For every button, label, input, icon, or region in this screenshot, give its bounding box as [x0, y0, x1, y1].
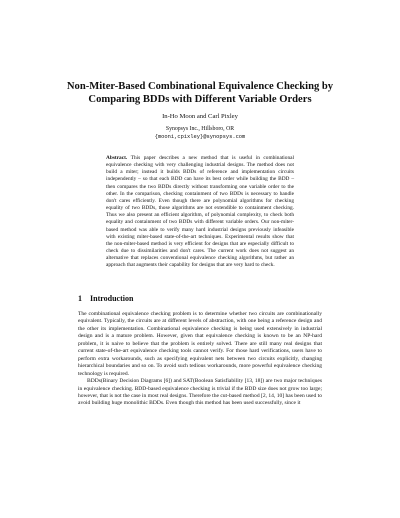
- section-body: [78, 311, 322, 408]
- section-heading: [78, 294, 328, 304]
- body-paragraph: The combinational equivalence checking problem is to determine whether two circuits are combinationally equivalent. Typically, the circuits are at different levels of abstraction, with one being a reference design and the other its implementation. Combinational equivalence checking is being used extensively in industrial design and is a mature problem. However, given that equivalence checking is known to be an NP-hard problem, it is naive to believe that the problem is entirely solved. There are still many real designs that current state-of-the-art equivalence checking tools cannot verify. For those hard verifications, users have to perform extra workarounds, such as specifying equivalent nets between two circuits explicitly, changing hierarchical boundaries and so on. To avoid such tedious workarounds, more powerful equivalence checking technology is required.: [78, 311, 322, 377]
- body-paragraph: BDDs(Binary Decision Diagrams [6]) and SAT(Boolean Satisfiability [13, 18]) are two major techniques in equivalence checking. BDD-based equivalence checking is trivial if the BDD size does not grow too large; however, that is not the case in most real designs. Therefore the cut-based method [2, 14, 10] has been used to avoid building huge monolithic BDDs. Even though this method has been used successfully, since it: [78, 378, 322, 407]
- section-title: Introduction: [90, 294, 134, 303]
- affiliation-text: Synopsys Inc., Hillsboro, OR: [165, 126, 235, 132]
- section-number: 1: [78, 294, 82, 303]
- paper-affiliation: [60, 126, 340, 141]
- abstract-text: This paper describes a new method that is useful in combinational equivalence checking with very challenging industrial designs. The method does not build a miter; instead it builds BDDs of reference and implementation circuits independently – so that each BDD can have its best order while building the BDD – then compares the two BDDs directly without transforming one variable order to the other. In the comparison, checking containment of two BDDs is necessary to handle don't cares efficiently. Even though there are polynomial algorithms for checking equality of two BDDs, those algorithms are not extendible to containment checking. Thus we also present an efficient algorithm, of polynomial complexity, to check both equality and containment of two BDDs with different variable orders. Our non-miter-based method was able to verify many hard industrial designs previously infeasible with existing miter-based state-of-the-art techniques. Experimental results show that the non-miter-based method is very efficient for designs that are especially difficult to check due to dissimilarities and don't cares. The current work does not suggest an alternative that replaces conventional equivalence checking algorithms, but rather an approach that augments their capability for designs that are very hard to check.: [106, 155, 294, 269]
- author-emails: {mooni,cpixley}@synopsys.com: [154, 133, 246, 140]
- paper-authors: In-Ho Moon and Carl Pixley: [162, 113, 238, 120]
- abstract: [106, 155, 294, 270]
- abstract-label: Abstract.: [106, 155, 128, 161]
- paper-title: Non-Miter-Based Combinational Equivalence Checking by Comparing BDDs with Different Variable Orders: [66, 81, 334, 105]
